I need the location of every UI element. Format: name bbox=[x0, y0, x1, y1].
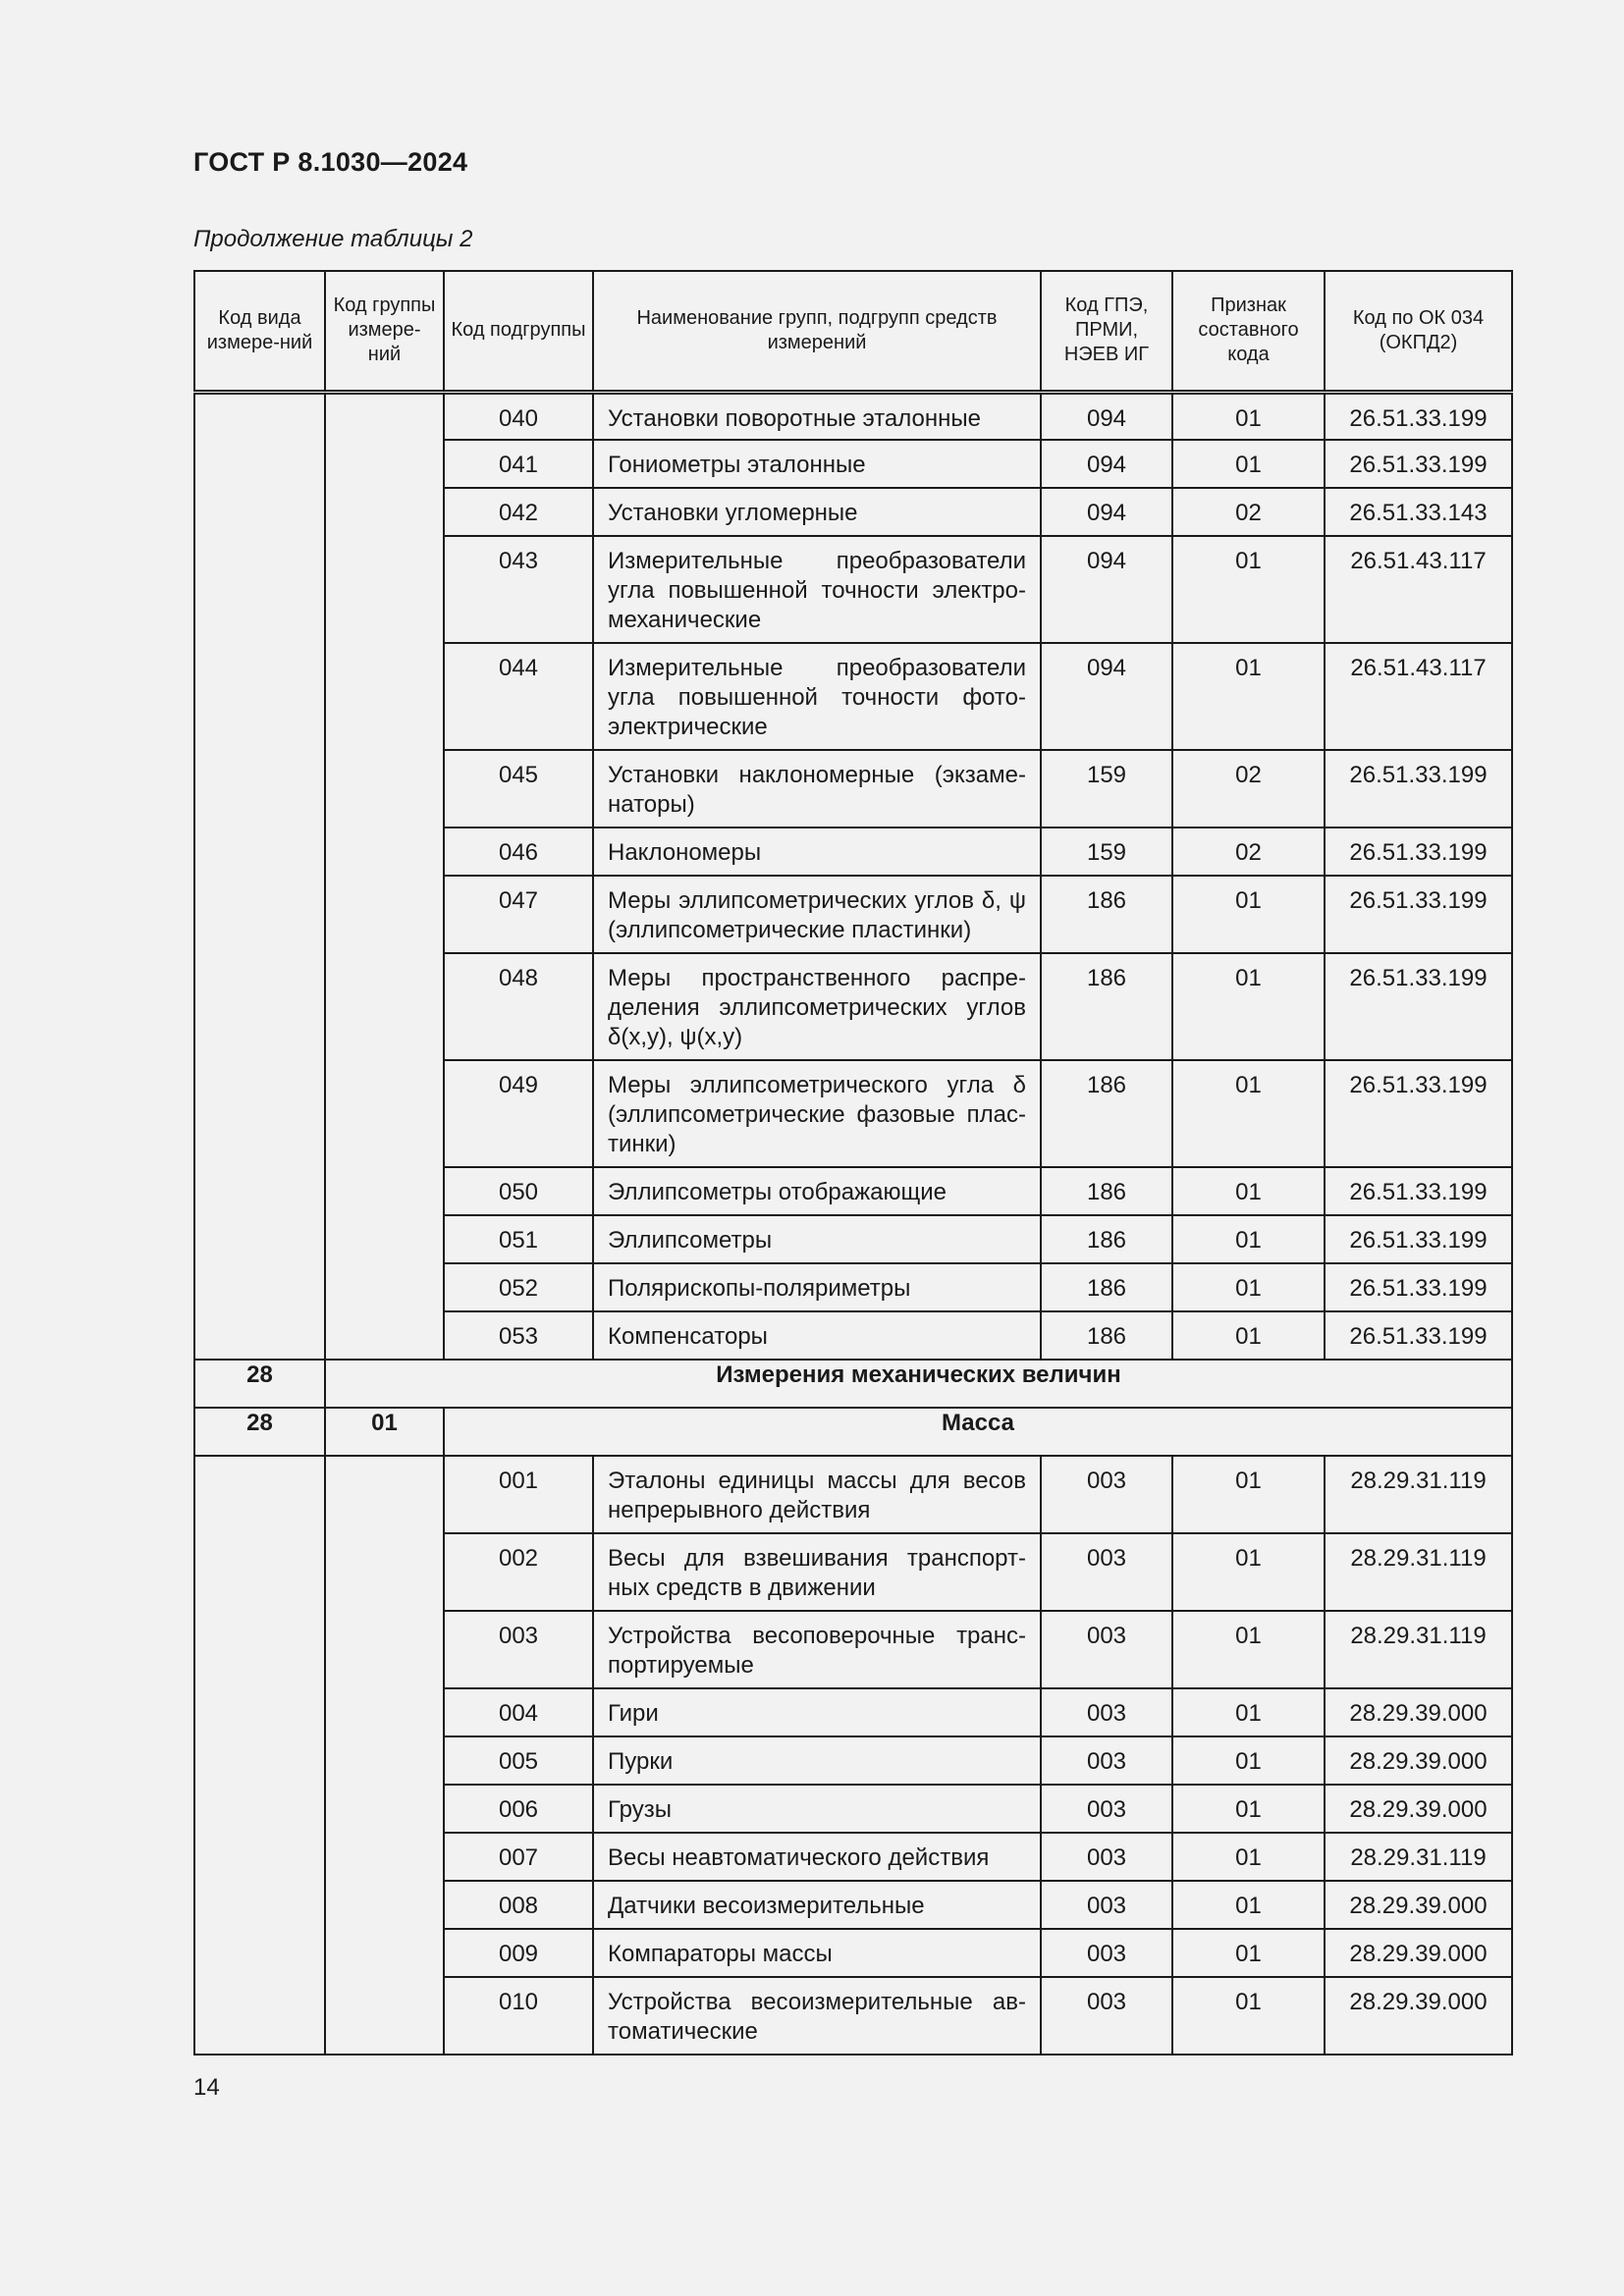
gpe-code: 003 bbox=[1041, 1736, 1172, 1785]
composite-sign: 01 bbox=[1172, 1688, 1325, 1736]
okpd-code: 26.51.33.199 bbox=[1325, 1167, 1512, 1215]
group-name: Меры пространственного распре-деления эллипсометрических углов δ(x,y), ψ(x,y) bbox=[593, 953, 1041, 1060]
header-composite-sign: Признак составного кода bbox=[1172, 271, 1325, 392]
measurement-codes-table bbox=[193, 270, 1513, 2056]
header-kind-code: Код вида измере-ний bbox=[194, 271, 325, 392]
gpe-code: 003 bbox=[1041, 1881, 1172, 1929]
composite-sign: 01 bbox=[1172, 876, 1325, 953]
group-name: Весы для взвешивания транспорт-ных средств в движении bbox=[593, 1533, 1041, 1611]
group-name: Эталоны единицы массы для весов непрерывного действия bbox=[593, 1456, 1041, 1533]
group-name: Установки угломерные bbox=[593, 488, 1041, 536]
group-name: Весы неавтоматического действия bbox=[593, 1833, 1041, 1881]
gpe-code: 186 bbox=[1041, 876, 1172, 953]
subgroup-code: 053 bbox=[444, 1311, 593, 1360]
subgroup-code: 006 bbox=[444, 1785, 593, 1833]
group-code-cell-empty bbox=[325, 392, 444, 1360]
kind-code-cell-empty bbox=[194, 1456, 325, 2055]
gpe-code: 186 bbox=[1041, 953, 1172, 1060]
group-name: Грузы bbox=[593, 1785, 1041, 1833]
okpd-code: 26.51.33.199 bbox=[1325, 392, 1512, 440]
group-name: Наклономеры bbox=[593, 828, 1041, 876]
composite-sign: 01 bbox=[1172, 440, 1325, 488]
subgroup-code: 005 bbox=[444, 1736, 593, 1785]
composite-sign: 01 bbox=[1172, 1833, 1325, 1881]
composite-sign: 01 bbox=[1172, 1533, 1325, 1611]
okpd-code: 26.51.33.199 bbox=[1325, 1060, 1512, 1167]
subgroup-code: 051 bbox=[444, 1215, 593, 1263]
composite-sign: 02 bbox=[1172, 488, 1325, 536]
okpd-code: 26.51.33.199 bbox=[1325, 828, 1512, 876]
group-code-cell-empty bbox=[325, 1456, 444, 2055]
gpe-code: 003 bbox=[1041, 1688, 1172, 1736]
gpe-code: 003 bbox=[1041, 1929, 1172, 1977]
okpd-code: 28.29.39.000 bbox=[1325, 1881, 1512, 1929]
group-name: Гониометры эталонные bbox=[593, 440, 1041, 488]
gpe-code: 094 bbox=[1041, 392, 1172, 440]
subgroup-code: 040 bbox=[444, 392, 593, 440]
group-name: Полярископы-поляриметры bbox=[593, 1263, 1041, 1311]
subgroup-code: 010 bbox=[444, 1977, 593, 2055]
group-name: Эллипсометры bbox=[593, 1215, 1041, 1263]
header-group-code: Код группы измере-ний bbox=[325, 271, 444, 392]
gpe-code: 159 bbox=[1041, 828, 1172, 876]
gpe-code: 186 bbox=[1041, 1060, 1172, 1167]
composite-sign: 01 bbox=[1172, 953, 1325, 1060]
gpe-code: 003 bbox=[1041, 1785, 1172, 1833]
okpd-code: 28.29.39.000 bbox=[1325, 1688, 1512, 1736]
table-header-row bbox=[194, 271, 1512, 392]
okpd-code: 28.29.31.119 bbox=[1325, 1833, 1512, 1881]
okpd-code: 26.51.43.117 bbox=[1325, 643, 1512, 750]
composite-sign: 01 bbox=[1172, 1060, 1325, 1167]
composite-sign: 01 bbox=[1172, 1263, 1325, 1311]
gpe-code: 186 bbox=[1041, 1263, 1172, 1311]
subgroup-code: 043 bbox=[444, 536, 593, 643]
header-gpe-code: Код ГПЭ, ПРМИ, НЭЕВ ИГ bbox=[1041, 271, 1172, 392]
composite-sign: 01 bbox=[1172, 1456, 1325, 1533]
gpe-code: 003 bbox=[1041, 1456, 1172, 1533]
section-kind-code: 28 bbox=[194, 1360, 325, 1408]
composite-sign: 01 bbox=[1172, 1881, 1325, 1929]
gpe-code: 186 bbox=[1041, 1215, 1172, 1263]
okpd-code: 26.51.33.199 bbox=[1325, 440, 1512, 488]
group-name: Устройства весоизмерительные ав-томатические bbox=[593, 1977, 1041, 2055]
composite-sign: 02 bbox=[1172, 750, 1325, 828]
subgroup-code: 042 bbox=[444, 488, 593, 536]
group-name: Установки поворотные эталонные bbox=[593, 392, 1041, 440]
gpe-code: 003 bbox=[1041, 1977, 1172, 2055]
section-kind-code: 28 bbox=[194, 1408, 325, 1456]
okpd-code: 28.29.31.119 bbox=[1325, 1456, 1512, 1533]
subgroup-code: 049 bbox=[444, 1060, 593, 1167]
subgroup-code: 008 bbox=[444, 1881, 593, 1929]
table-row bbox=[194, 1456, 1512, 1533]
group-name: Измерительные преобразователи угла повышенной точности электро-механические bbox=[593, 536, 1041, 643]
header-okpd-code: Код по ОК 034 (ОКПД2) bbox=[1325, 271, 1512, 392]
subgroup-code: 048 bbox=[444, 953, 593, 1060]
composite-sign: 01 bbox=[1172, 1311, 1325, 1360]
okpd-code: 28.29.39.000 bbox=[1325, 1929, 1512, 1977]
subgroup-code: 052 bbox=[444, 1263, 593, 1311]
group-name: Измерительные преобразователи угла повышенной точности фото-электрические bbox=[593, 643, 1041, 750]
section-title: Масса bbox=[444, 1408, 1512, 1456]
document-title: ГОСТ Р 8.1030—2024 bbox=[193, 147, 468, 177]
composite-sign: 01 bbox=[1172, 1215, 1325, 1263]
gpe-code: 003 bbox=[1041, 1611, 1172, 1688]
subgroup-code: 007 bbox=[444, 1833, 593, 1881]
composite-sign: 01 bbox=[1172, 392, 1325, 440]
header-name: Наименование групп, подгрупп средств измерений bbox=[593, 271, 1041, 392]
okpd-code: 28.29.39.000 bbox=[1325, 1785, 1512, 1833]
okpd-code: 28.29.31.119 bbox=[1325, 1611, 1512, 1688]
okpd-code: 26.51.33.199 bbox=[1325, 876, 1512, 953]
section-title: Измерения механических величин bbox=[325, 1360, 1512, 1408]
composite-sign: 01 bbox=[1172, 643, 1325, 750]
okpd-code: 26.51.33.199 bbox=[1325, 1263, 1512, 1311]
section-row-group bbox=[194, 1408, 1512, 1456]
group-name: Меры эллипсометрических углов δ, ψ (эллипсометрические пластинки) bbox=[593, 876, 1041, 953]
composite-sign: 01 bbox=[1172, 1167, 1325, 1215]
subgroup-code: 004 bbox=[444, 1688, 593, 1736]
gpe-code: 094 bbox=[1041, 536, 1172, 643]
group-name: Гири bbox=[593, 1688, 1041, 1736]
group-name: Компараторы массы bbox=[593, 1929, 1041, 1977]
okpd-code: 26.51.43.117 bbox=[1325, 536, 1512, 643]
composite-sign: 01 bbox=[1172, 1736, 1325, 1785]
table-caption: Продолжение таблицы 2 bbox=[193, 226, 473, 252]
group-name: Устройства весоповерочные транс-портируемые bbox=[593, 1611, 1041, 1688]
okpd-code: 28.29.39.000 bbox=[1325, 1736, 1512, 1785]
header-subgroup-code: Код подгруппы bbox=[444, 271, 593, 392]
group-name: Установки наклономерные (экзаме-наторы) bbox=[593, 750, 1041, 828]
composite-sign: 01 bbox=[1172, 536, 1325, 643]
group-name: Пурки bbox=[593, 1736, 1041, 1785]
composite-sign: 01 bbox=[1172, 1977, 1325, 2055]
section-row-measurement bbox=[194, 1360, 1512, 1408]
composite-sign: 01 bbox=[1172, 1611, 1325, 1688]
subgroup-code: 002 bbox=[444, 1533, 593, 1611]
composite-sign: 01 bbox=[1172, 1785, 1325, 1833]
gpe-code: 186 bbox=[1041, 1167, 1172, 1215]
okpd-code: 28.29.31.119 bbox=[1325, 1533, 1512, 1611]
gpe-code: 003 bbox=[1041, 1833, 1172, 1881]
gpe-code: 094 bbox=[1041, 643, 1172, 750]
composite-sign: 02 bbox=[1172, 828, 1325, 876]
group-name: Меры эллипсометрического угла δ (эллипсометрические фазовые плас-тинки) bbox=[593, 1060, 1041, 1167]
group-name: Компенсаторы bbox=[593, 1311, 1041, 1360]
gpe-code: 094 bbox=[1041, 488, 1172, 536]
subgroup-code: 009 bbox=[444, 1929, 593, 1977]
group-name: Эллипсометры отображающие bbox=[593, 1167, 1041, 1215]
gpe-code: 159 bbox=[1041, 750, 1172, 828]
page-number: 14 bbox=[193, 2074, 220, 2101]
gpe-code: 186 bbox=[1041, 1311, 1172, 1360]
okpd-code: 26.51.33.143 bbox=[1325, 488, 1512, 536]
group-name: Датчики весоизмерительные bbox=[593, 1881, 1041, 1929]
subgroup-code: 047 bbox=[444, 876, 593, 953]
subgroup-code: 003 bbox=[444, 1611, 593, 1688]
table-row bbox=[194, 392, 1512, 440]
okpd-code: 26.51.33.199 bbox=[1325, 1311, 1512, 1360]
subgroup-code: 041 bbox=[444, 440, 593, 488]
okpd-code: 26.51.33.199 bbox=[1325, 1215, 1512, 1263]
kind-code-cell-empty bbox=[194, 392, 325, 1360]
composite-sign: 01 bbox=[1172, 1929, 1325, 1977]
okpd-code: 28.29.39.000 bbox=[1325, 1977, 1512, 2055]
okpd-code: 26.51.33.199 bbox=[1325, 953, 1512, 1060]
gpe-code: 003 bbox=[1041, 1533, 1172, 1611]
subgroup-code: 046 bbox=[444, 828, 593, 876]
section-group-code: 01 bbox=[325, 1408, 444, 1456]
subgroup-code: 001 bbox=[444, 1456, 593, 1533]
subgroup-code: 044 bbox=[444, 643, 593, 750]
subgroup-code: 045 bbox=[444, 750, 593, 828]
subgroup-code: 050 bbox=[444, 1167, 593, 1215]
gpe-code: 094 bbox=[1041, 440, 1172, 488]
okpd-code: 26.51.33.199 bbox=[1325, 750, 1512, 828]
